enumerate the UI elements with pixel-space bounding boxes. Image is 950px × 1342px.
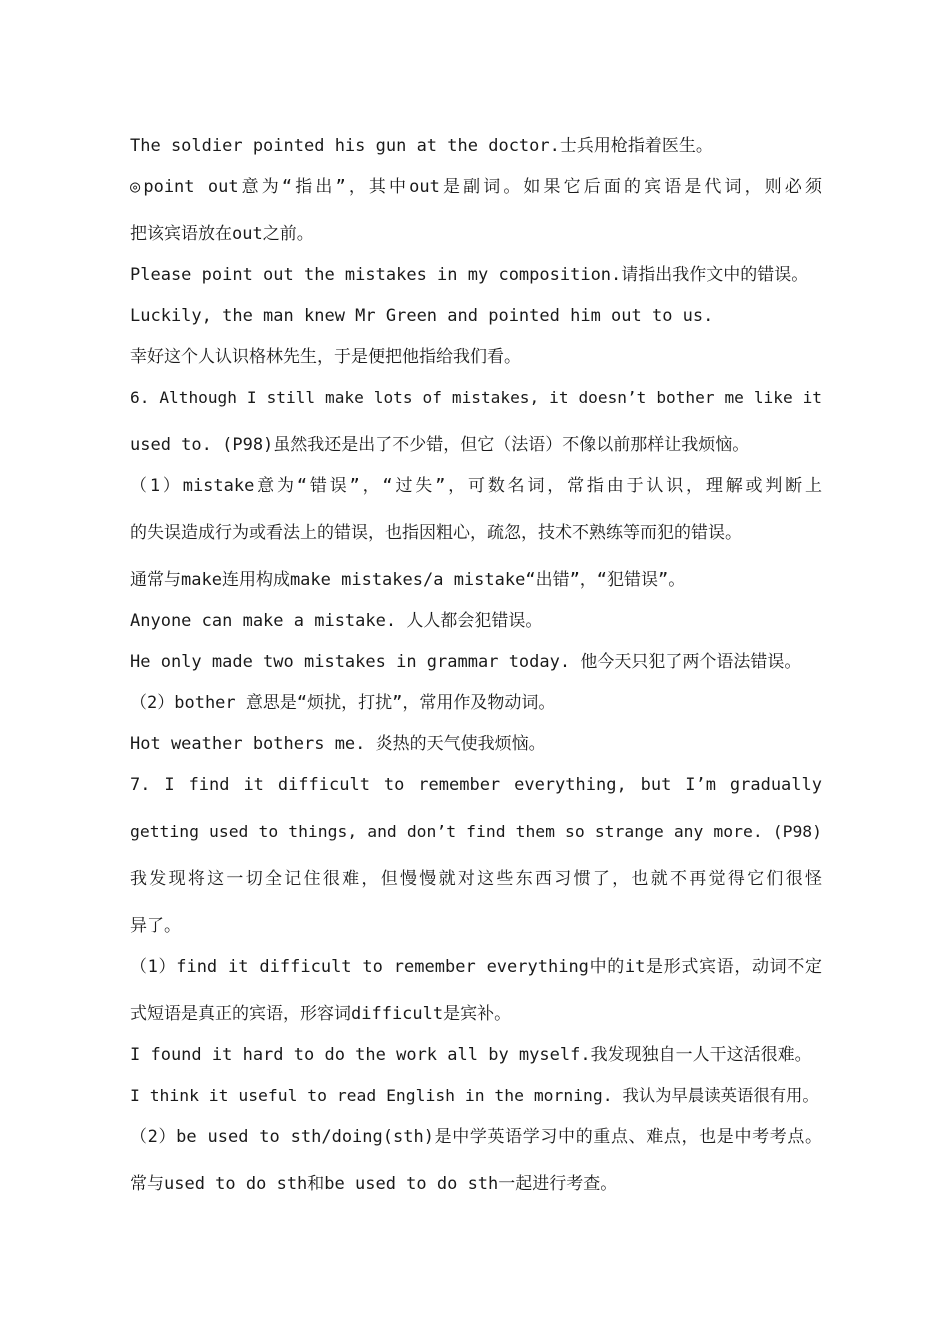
- text-line: 式短语是真正的宾语，形容词difficult是宾补。: [130, 1004, 512, 1024]
- text-line: used to. (P98)虽然我还是出了不少错，但它（法语）不像以前那样让我烦恼。: [130, 435, 750, 455]
- text-line: 常与used to do sth和be used to do sth一起进行考查。: [130, 1174, 618, 1194]
- text-line: 通常与make连用构成make mistakes/a mistake“出错”，“犯错误”。: [130, 570, 686, 590]
- text-line: 我发现将这一切全记住很难，但慢慢就对这些东西习惯了，也就不再觉得它们很怪: [130, 869, 822, 889]
- text-line: Luckily, the man knew Mr Green and pointed him out to us.: [130, 306, 714, 326]
- text-line: Please point out the mistakes in my composition.请指出我作文中的错误。: [130, 265, 809, 285]
- text-line: （1）mistake意为“错误”，“过失”，可数名词，常指由于认识，理解或判断上: [130, 476, 822, 496]
- text-line: Anyone can make a mistake. 人人都会犯错误。: [130, 611, 543, 631]
- text-line: 异了。: [130, 916, 181, 936]
- text-line: ◎point out意为“指出”，其中out是副词。如果它后面的宾语是代词，则必须: [130, 177, 822, 197]
- text-line: Hot weather bothers me. 炎热的天气使我烦恼。: [130, 734, 546, 754]
- text-line: The soldier pointed his gun at the doctor.士兵用枪指着医生。: [130, 136, 713, 156]
- text-line: （2）bother 意思是“烦扰，打扰”，常用作及物动词。: [130, 693, 556, 713]
- text-line: 幸好这个人认识格林先生，于是便把他指给我们看。: [130, 347, 521, 367]
- text-line: 的失误造成行为或看法上的错误，也指因粗心，疏忽，技术不熟练等而犯的错误。: [130, 523, 742, 543]
- text-line: getting used to things, and don’t find them so strange any more. (P98): [130, 822, 822, 841]
- text-line: He only made two mistakes in grammar today. 他今天只犯了两个语法错误。: [130, 652, 802, 672]
- text-line: （2）be used to sth/doing(sth)是中学英语学习中的重点、难点，也是中考考点。: [130, 1127, 822, 1147]
- text-line: I think it useful to read English in the morning. 我认为早晨读英语很有用。: [130, 1086, 819, 1105]
- text-line: （1）find it difficult to remember everything中的it是形式宾语，动词不定: [130, 957, 822, 977]
- text-line: 6. Although I still make lots of mistakes, it doesn’t bother me like it: [130, 388, 822, 407]
- text-line: 把该宾语放在out之前。: [130, 224, 314, 244]
- text-line: 7. I find it difficult to remember everything, but I’m gradually: [130, 775, 822, 795]
- text-line: I found it hard to do the work all by myself.我发现独自一人干这活很难。: [130, 1045, 812, 1065]
